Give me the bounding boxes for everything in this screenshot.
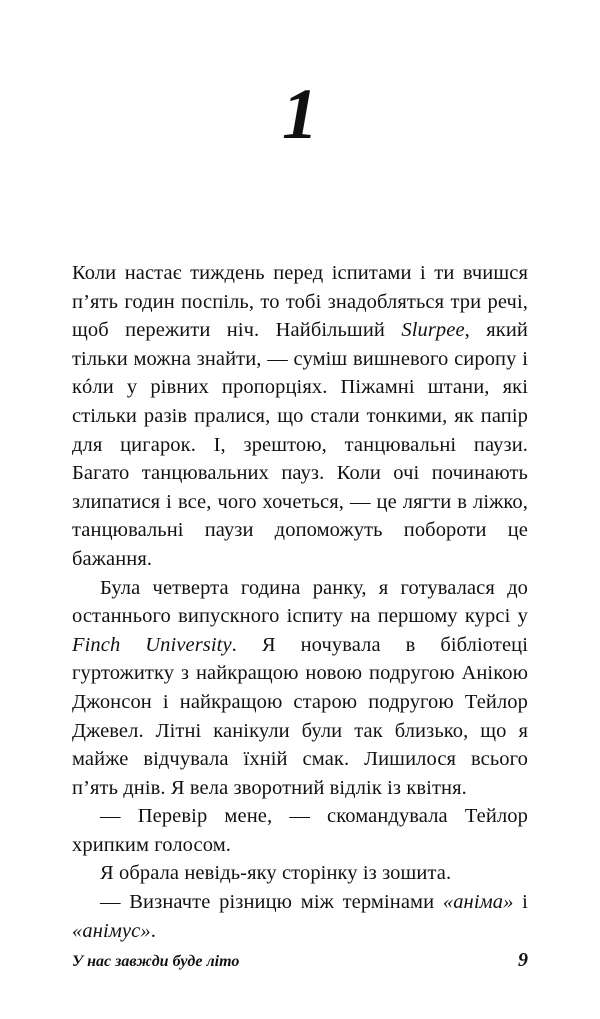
chapter-number: 1 <box>282 74 318 154</box>
paragraph-2-text-a: Була четверта година ранку, я готувалася до останнього випускного іспиту на першому курсі у <box>72 576 528 628</box>
paragraph-1-text-b: , який тільки можна знайти, — суміш вишневого сиропу і кóли у рівних пропорціях. Піжамні штани, які стільки разів пралися, що стали тонкими, як папір для цигарок. І, зрештою, танцювальні паузи. Багато танцювальних пауз. Коли очі починають злипатися і все, чого хочеться, — це лягти в ліжко, танцювальні паузи допоможуть побороти це бажання. <box>72 319 528 570</box>
page-number: 9 <box>518 949 528 971</box>
paragraph-4: Я обрала невідь-яку сторінку із зошита. <box>100 862 452 885</box>
paragraph-2-text-b: . Я ночувала в бібліотеці гуртожитку з найкращою новою подругою Анікою Джонсон і найкращою старою подругою Тейлор Джевел. Літні канікули були так близько, що я майже відчувала їхній смак. Лишилося всього п’ять днів. Я вела зворотний відлік із квітня. <box>72 633 529 799</box>
paragraph-3: — Перевір мене, — скомандувала Тейлор хрипким голосом. <box>72 805 528 856</box>
paragraph-1 <box>72 259 528 574</box>
paragraph-2 <box>72 574 528 803</box>
paragraph-2-italic-university: Finch University <box>72 633 232 656</box>
paragraph-1-text-a: Коли настає тиждень перед іспитами і ти вчишся п’ять годин поспіль, то тобі знадобляться три речі, щоб пережити ніч. Найбільший <box>72 262 528 342</box>
paragraph-5-text-b: і <box>513 891 528 914</box>
paragraph-1-italic-brand: Slurpee <box>401 319 465 342</box>
paragraph-5 <box>72 888 528 945</box>
body-text <box>72 259 528 945</box>
paragraph-5-text-a: — Визначте різницю між термінами <box>100 891 443 914</box>
running-title: У нас завжди буде літо <box>72 953 240 970</box>
paragraph-5-italic-term-2: «анімус» <box>72 919 151 942</box>
paragraph-5-italic-term-1: «аніма» <box>442 891 514 914</box>
paragraph-5-text-c: . <box>150 919 156 942</box>
